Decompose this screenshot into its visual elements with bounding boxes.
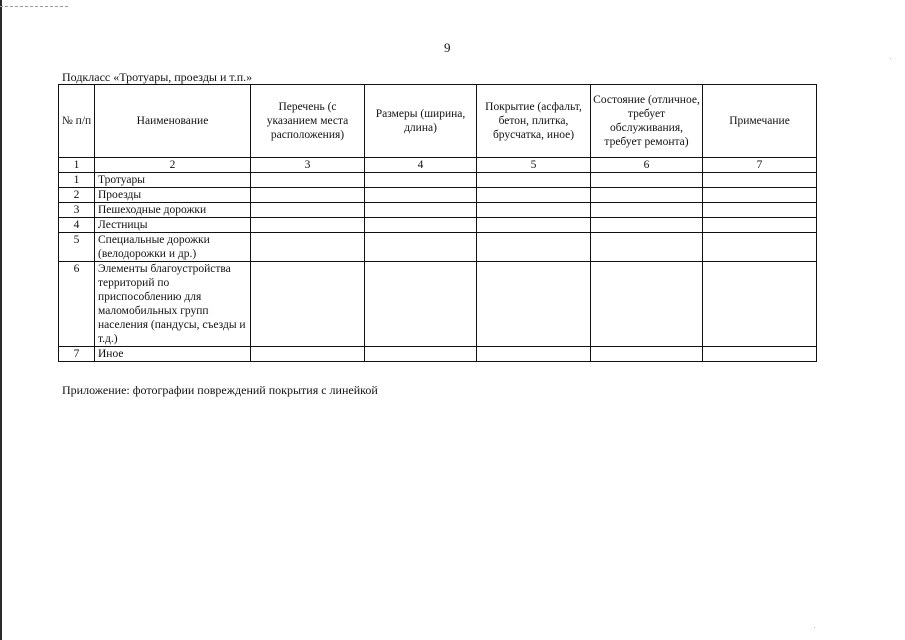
column-number-row bbox=[59, 158, 817, 173]
row-number: 5 bbox=[59, 233, 95, 262]
attachment-note: Приложение: фотографии повреждений покрытия с линейкой bbox=[62, 383, 378, 397]
empty-cell bbox=[365, 173, 477, 188]
table-row bbox=[59, 347, 817, 362]
table-row bbox=[59, 173, 817, 188]
empty-cell bbox=[591, 262, 703, 347]
row-number: 1 bbox=[59, 173, 95, 188]
row-number: 6 bbox=[59, 262, 95, 347]
header-number: № п/п bbox=[59, 85, 95, 158]
empty-cell bbox=[251, 188, 365, 203]
scan-left-edge bbox=[0, 0, 2, 640]
empty-cell bbox=[477, 347, 591, 362]
row-name: Иное bbox=[95, 347, 251, 362]
row-name: Проезды bbox=[95, 188, 251, 203]
header-list-location: Перечень (с указанием места расположения) bbox=[251, 85, 365, 158]
empty-cell bbox=[703, 218, 817, 233]
page-number: 9 bbox=[444, 40, 451, 55]
empty-cell bbox=[591, 188, 703, 203]
header-condition: Состояние (отличное, требует обслуживания, требует ремонта) bbox=[591, 85, 703, 158]
empty-cell bbox=[477, 262, 591, 347]
column-number: 3 bbox=[251, 158, 365, 173]
empty-cell bbox=[251, 173, 365, 188]
empty-cell bbox=[703, 233, 817, 262]
inventory-table bbox=[58, 84, 817, 362]
table-row bbox=[59, 188, 817, 203]
empty-cell bbox=[477, 218, 591, 233]
empty-cell bbox=[251, 218, 365, 233]
empty-cell bbox=[591, 173, 703, 188]
column-number: 2 bbox=[95, 158, 251, 173]
row-name: Лестницы bbox=[95, 218, 251, 233]
empty-cell bbox=[477, 173, 591, 188]
row-number: 7 bbox=[59, 347, 95, 362]
empty-cell bbox=[365, 262, 477, 347]
empty-cell bbox=[591, 218, 703, 233]
table-row bbox=[59, 203, 817, 218]
row-name: Тротуары bbox=[95, 173, 251, 188]
empty-cell bbox=[703, 262, 817, 347]
column-number: 5 bbox=[477, 158, 591, 173]
empty-cell bbox=[365, 188, 477, 203]
table-row bbox=[59, 218, 817, 233]
empty-cell bbox=[703, 203, 817, 218]
empty-cell bbox=[251, 203, 365, 218]
column-number: 6 bbox=[591, 158, 703, 173]
empty-cell bbox=[477, 188, 591, 203]
header-surface: Покрытие (асфальт, бетон, плитка, брусчатка, иное) bbox=[477, 85, 591, 158]
empty-cell bbox=[365, 218, 477, 233]
row-name: Пешеходные дорожки bbox=[95, 203, 251, 218]
header-name: Наименование bbox=[95, 85, 251, 158]
empty-cell bbox=[703, 188, 817, 203]
empty-cell bbox=[251, 233, 365, 262]
empty-cell bbox=[251, 347, 365, 362]
scan-speck bbox=[814, 627, 815, 628]
row-number: 3 bbox=[59, 203, 95, 218]
empty-cell bbox=[703, 173, 817, 188]
empty-cell bbox=[365, 203, 477, 218]
row-name: Элементы благоустройства территорий по приспособлению для маломобильных групп населения (пандусы, съезды и т.д.) bbox=[95, 262, 251, 347]
scan-speck bbox=[890, 58, 891, 59]
empty-cell bbox=[477, 203, 591, 218]
header-row bbox=[59, 85, 817, 158]
empty-cell bbox=[591, 203, 703, 218]
empty-cell bbox=[703, 347, 817, 362]
scan-corner-mark bbox=[0, 6, 68, 8]
row-number: 4 bbox=[59, 218, 95, 233]
subclass-title: Подкласс «Тротуары, проезды и т.п.» bbox=[62, 70, 253, 84]
row-name: Специальные дорожки (велодорожки и др.) bbox=[95, 233, 251, 262]
column-number: 7 bbox=[703, 158, 817, 173]
empty-cell bbox=[591, 347, 703, 362]
table-row bbox=[59, 233, 817, 262]
empty-cell bbox=[365, 347, 477, 362]
header-dimensions: Размеры (ширина, длина) bbox=[365, 85, 477, 158]
empty-cell bbox=[365, 233, 477, 262]
header-note: Примечание bbox=[703, 85, 817, 158]
row-number: 2 bbox=[59, 188, 95, 203]
empty-cell bbox=[251, 262, 365, 347]
column-number: 1 bbox=[59, 158, 95, 173]
empty-cell bbox=[591, 233, 703, 262]
table-row bbox=[59, 262, 817, 347]
empty-cell bbox=[477, 233, 591, 262]
column-number: 4 bbox=[365, 158, 477, 173]
